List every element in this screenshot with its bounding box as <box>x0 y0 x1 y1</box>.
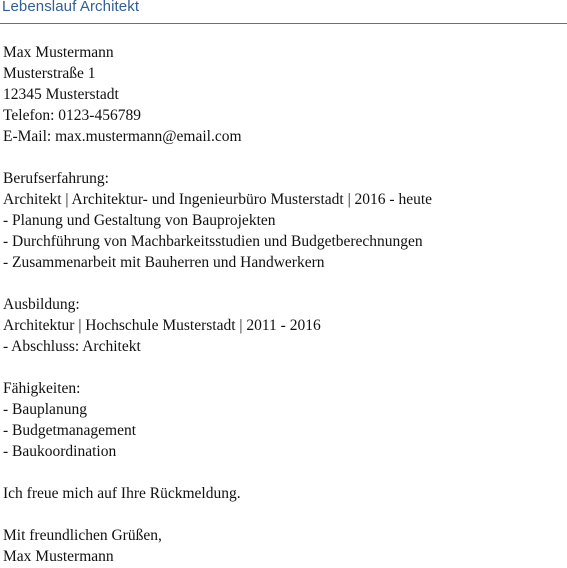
spacer <box>3 357 563 378</box>
document-title: Lebenslauf Architekt <box>2 0 140 15</box>
education-entry: Architektur | Hochschule Musterstadt | 2011 - 2016 <box>3 317 321 334</box>
skills-heading: Fähigkeiten: <box>3 380 81 397</box>
contact-city: 12345 Musterstadt <box>3 86 119 103</box>
spacer <box>3 147 563 168</box>
spacer <box>3 462 563 483</box>
skills-item: - Budgetmanagement <box>3 422 136 439</box>
contact-phone: Telefon: 0123-456789 <box>3 107 141 124</box>
experience-position: Architekt | Architektur- und Ingenieurbüro Musterstadt | 2016 - heute <box>3 191 433 208</box>
experience-heading: Berufserfahrung: <box>3 170 109 187</box>
experience-item: - Planung und Gestaltung von Bauprojekten <box>3 212 276 229</box>
education-heading: Ausbildung: <box>3 296 80 313</box>
closing-signature: Max Mustermann <box>3 548 114 565</box>
spacer <box>3 273 563 294</box>
spacer <box>3 504 563 525</box>
contact-name: Max Mustermann <box>3 44 114 61</box>
document-header <box>0 0 567 24</box>
closing-text: Ich freue mich auf Ihre Rückmeldung. <box>3 485 241 502</box>
document-body <box>3 42 563 567</box>
education-section <box>3 294 563 357</box>
closing-section <box>3 483 563 567</box>
skills-section <box>3 378 563 462</box>
closing-greeting: Mit freundlichen Grüßen, <box>3 527 162 544</box>
experience-item: - Durchführung von Machbarkeitsstudien und Budgetberechnungen <box>3 233 423 250</box>
experience-item: - Zusammenarbeit mit Bauherren und Handwerkern <box>3 254 325 271</box>
contact-email: E-Mail: max.mustermann@email.com <box>3 128 242 145</box>
education-item: - Abschluss: Architekt <box>3 338 141 355</box>
contact-street: Musterstraße 1 <box>3 65 96 82</box>
experience-section <box>3 168 563 273</box>
contact-block <box>3 42 563 147</box>
skills-item: - Baukoordination <box>3 443 117 460</box>
skills-item: - Bauplanung <box>3 401 87 418</box>
